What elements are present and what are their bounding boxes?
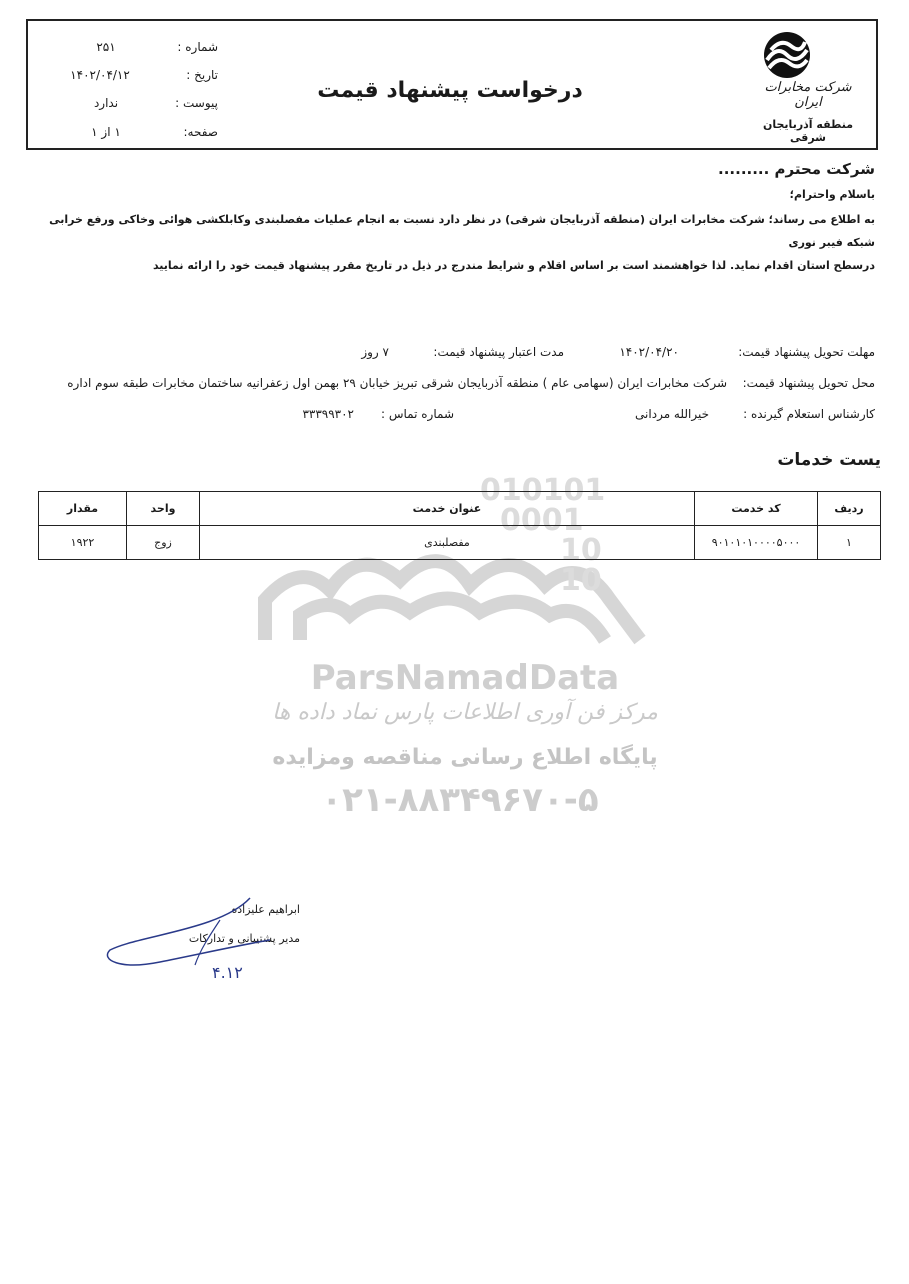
place-label: محل تحویل پیشنهاد قیمت: (742, 376, 875, 390)
cell-unit: زوج (127, 526, 200, 560)
col-header-unit: واحد (127, 492, 200, 526)
cell-row-no: ۱ (818, 526, 881, 560)
number-label: شماره : (177, 40, 218, 54)
phone-value: ۳۳۳۹۹۳۰۲ (302, 407, 354, 421)
letter-body (30, 208, 875, 277)
table-row (39, 526, 881, 560)
cell-title: مفصلبندی (200, 526, 695, 560)
letter-body-line2: درسطح استان اقدام نماید. لذا خواهشمند است بر اساس اقلام و شرایط مندرج در ذیل در تاریخ مقرر پیشنهاد قیمت خود را ارائه نمایید (152, 259, 875, 272)
table-header-row (39, 492, 881, 526)
expert-label: کارشناس استعلام گیرنده : (743, 407, 875, 421)
salutation: باسلام واحترام؛ (789, 188, 875, 201)
watermark-fa-line2: پایگاه اطلاع رسانی مناقصه ومزایده (272, 745, 658, 770)
document-title: درخواست پیشنهاد قیمت (317, 78, 583, 103)
col-header-title: عنوان خدمت (200, 492, 695, 526)
deadline-label: مهلت تحویل پیشنهاد قیمت: (738, 345, 875, 359)
watermark-digits-3: 10 (560, 533, 602, 568)
watermark-latin: ParsNamadData (310, 658, 620, 698)
col-header-row-no: ردیف (818, 492, 881, 526)
phone-label: شماره تماس : (381, 407, 454, 421)
date-value: ۱۴۰۲/۰۴/۱۲ (70, 68, 130, 82)
watermark-phone: ۰۲۱-۸۸۳۴۹۶۷۰-۵ (321, 780, 599, 820)
cell-quantity: ۱۹۲۲ (39, 526, 127, 560)
services-table (38, 491, 881, 560)
signatory-title: مدیر پشتیبانی و تدارکات (188, 932, 300, 945)
watermark-fa-line1: مرکز فن آوری اطلاعات پارس نماد داده ها (272, 700, 658, 725)
number-value: ۲۵۱ (96, 40, 116, 54)
page-value: ۱ از ۱ (91, 125, 121, 139)
letter-body-line1: به اطلاع می رساند؛ شرکت مخابرات ایران (منطقه آذربایجان شرقی) در نظر دارد نسبت به انجام عملیات مفصلبندی وکابلکشی هوائی وخاکی ورفع خرابی شبکه فیبر نوری (49, 213, 875, 249)
validity-label: مدت اعتبار پیشنهاد قیمت: (433, 345, 564, 359)
col-header-code: کد خدمت (695, 492, 818, 526)
place-value: شرکت مخابرات ایران (سهامی عام ) منطقه آذربایجان شرقی تبریز خیابان ۲۹ بهمن اول زعفرانیه ساختمان مخابرات طبقه سوم اداره (67, 376, 727, 390)
signatory-name: ابراهیم علیزاده (231, 903, 300, 916)
deadline-value: ۱۴۰۲/۰۴/۲۰ (619, 345, 679, 359)
validity-value: ۷ روز (361, 345, 389, 359)
page-label: صفحه: (183, 125, 218, 139)
signature-scribble (100, 890, 280, 985)
greeting: شرکت محترم ......... (718, 160, 875, 178)
region-name: منطقه آذربایجان شرقی (762, 118, 854, 144)
attachment-value: ندارد (93, 96, 119, 110)
company-name: شرکت مخابرات ایران (764, 80, 852, 110)
date-label: تاریخ : (186, 68, 218, 82)
tci-logo-icon (757, 30, 817, 80)
services-title: یست خدمات (777, 450, 881, 470)
col-header-quantity: مقدار (39, 492, 127, 526)
expert-value: خیرالله مردانی (635, 407, 709, 421)
attachment-label: پیوست : (175, 96, 218, 110)
signature-handwritten-number: ۴.۱۲ (212, 963, 243, 982)
watermark-digits-2: 0001 (500, 503, 584, 538)
watermark-digits-4: 10 (560, 563, 602, 598)
cell-code: ۹۰۱۰۱۰۱۰۰۰۰۵۰۰۰ (695, 526, 818, 560)
watermark-digits-1: 010101 (480, 473, 606, 508)
